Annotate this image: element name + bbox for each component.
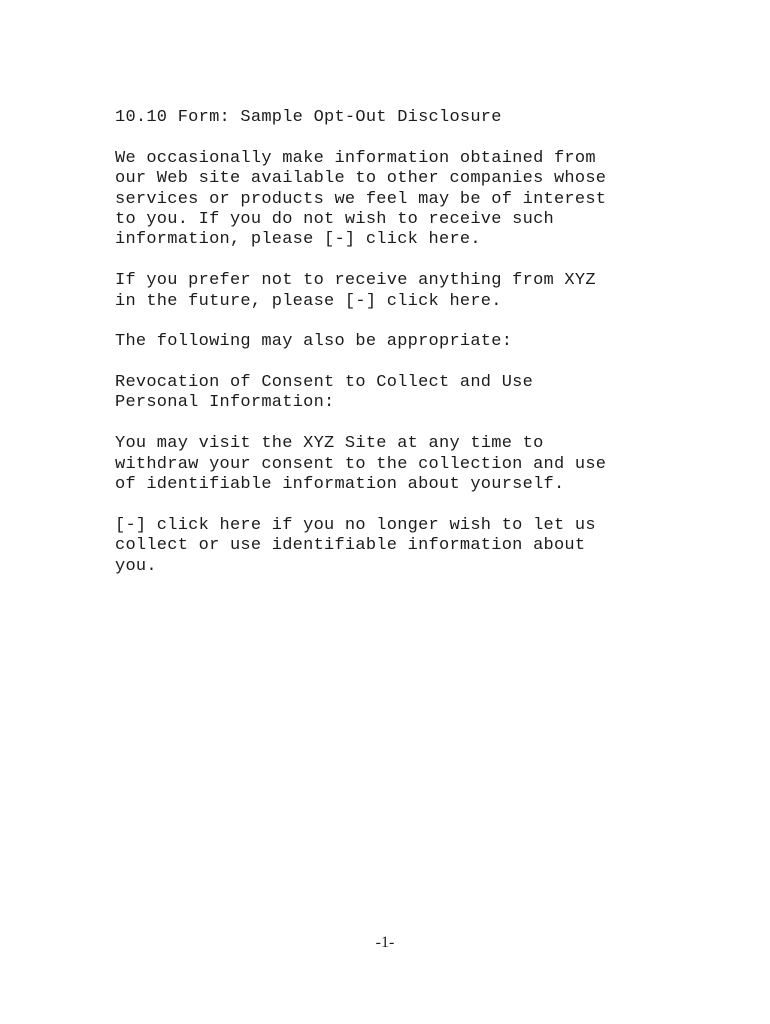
text-line: information, please [-] click here. (115, 230, 481, 250)
document-title: 10.10 Form: Sample Opt-Out Disclosure (115, 108, 502, 127)
text-line: You may visit the XYZ Site at any time to (115, 434, 544, 454)
text-line: to you. If you do not wish to receive such (115, 209, 554, 229)
text-line: of identifiable information about yourself. (115, 475, 565, 495)
text-line: We occasionally make information obtained from (115, 148, 596, 168)
page-number: -1- (375, 934, 395, 951)
paragraph-withdraw-consent (115, 434, 675, 495)
text-line: our Web site available to other companies whose (115, 169, 607, 189)
paragraph-opt-out-third-party (115, 149, 675, 251)
text-line: services or products we feel may be of interest (115, 189, 607, 209)
text-line: Personal Information: (115, 393, 335, 413)
text-line: in the future, please [-] click here. (115, 291, 502, 311)
text-line: The following may also be appropriate: (115, 332, 513, 352)
text-line: withdraw your consent to the collection and use (115, 454, 607, 474)
text-line: you. (115, 556, 157, 576)
paragraph-opt-out-all (115, 271, 675, 312)
paragraph-revocation-heading (115, 373, 675, 414)
document-body (115, 108, 675, 597)
text-line: [-] click here if you no longer wish to let us (115, 515, 596, 535)
text-line: collect or use identifiable information about (115, 536, 586, 556)
text-line: Revocation of Consent to Collect and Use (115, 373, 534, 393)
paragraph-also-appropriate (115, 332, 675, 352)
paragraph-click-here-revoke (115, 516, 675, 577)
text-line: If you prefer not to receive anything from XYZ (115, 271, 596, 291)
